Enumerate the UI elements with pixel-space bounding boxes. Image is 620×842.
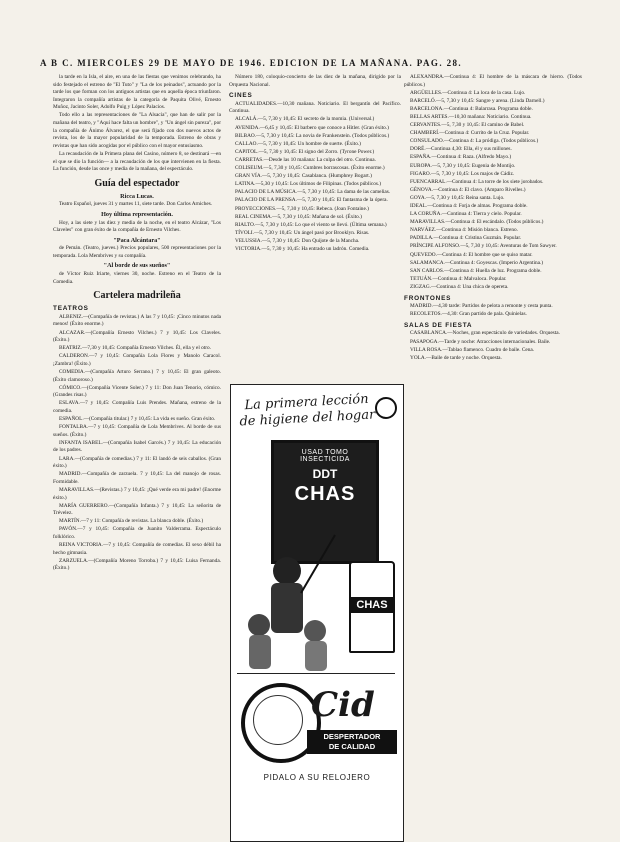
intro-paragraph: la tarde en la Isla, el aire, en una de las fiestas que venimos celebrando, ha sido festejado el estreno de "El Tuto" y "La de los peinados", actuando por la tarde los que forman con los antiguos artistas que en aquella época triunfaron. Integraron la compañía artistas de la categoría de Paquita Olivé, Ernesto Muñoz, Jacinto Soler, Adolfo Puig y López Palacios. [53, 74, 221, 111]
board-text: DDT [312, 467, 338, 481]
listing-entry: ESLAVA.—7 y 10,45: Compañía Luis Prendes. Mañana, estreno de la comedia. [53, 400, 221, 414]
listing-entry: BELLAS ARTES.—10,30 mañana: Noticiario. Continua. [410, 113, 532, 120]
clock-face-icon [253, 695, 303, 745]
listing-entry: TÍVOLI.—5, 7,30 y 10,45: Un ángel pasó por Brooklyn. Risas. [235, 229, 370, 236]
board-text: CHAS [294, 483, 356, 505]
listing-entry: ALCALÁ.—5, 7,30 y 10,45: El secreto de la momia. (Universal.) [235, 116, 375, 123]
listing-entry: BARCELÓ.—5, 7,30 y 10,45: Sangre y arena. (Linda Darnell.) [410, 97, 545, 104]
listing-entry: ZIGZAG.—Continua 4: Una chica de opereta. [410, 283, 509, 290]
guide-paragraph: Hoy, a las siete y las diez y media de la noche, en el teatro Alcázar, "Los Claveles" con gran éxito de la compañía de Ernesto Vilches. [53, 219, 221, 234]
can-label: CHAS [351, 597, 393, 613]
column-left [53, 74, 221, 834]
listing-entry: PADILLA.—Continua 4: Cristina Guzmán. Popular. [410, 235, 522, 242]
listing-entry: SAN CARLOS.—Continua 4: Huella de luz. Programa doble. [410, 267, 542, 274]
cartelera-heading: Cartelera madrileña [93, 290, 181, 302]
advertisement [230, 384, 404, 842]
listing-entry: BEATRIZ.—7,30 y 10,45: Compañía Ernesto Vilches. Él, ella y el otro. [59, 345, 211, 352]
listing-entry: CALLAO.—5, 7,30 y 10,45: Un hombre de suerte. (Éxito.) [235, 140, 361, 147]
listing-entry: LATINA.—5,30 y 10,45: Los últimos de Filipinas. (Todos públicos.) [235, 181, 382, 188]
column-right [404, 74, 582, 834]
listing-entry: CÓMICO.—(Compañía Vicente Soler.) 7 y 11: Don Juan Tenorio, cómico. (Grandes risas.) [53, 384, 221, 399]
frontones-section-label: FRONTONES [404, 294, 452, 302]
listing-entry: FONTALBA.—7 y 10,45: Compañía de Lola Membrives. Al borde de sus sueños. (Éxito.) [53, 424, 221, 438]
listing-entry: ARGÜELLES.—Continua 4: La loca de la casa. Lujo. [410, 89, 526, 96]
listing-entry: CARRETAS.—Desde las 10 mañana: La culpa del otro. Continua. [235, 156, 376, 163]
listing-entry: RIALTO.—5, 7,30 y 10,45: Lo que el viento se llevó. (Última semana.) [235, 221, 387, 228]
brand-tagline [307, 730, 397, 754]
tagline-line: DE CALIDAD [328, 742, 376, 751]
listing-entry: PROYECCIONES.—5, 7,30 y 10,45: Rebeca. (Joan Fontaine.) [235, 205, 369, 212]
listing-entry: CHAMBERÍ.—Continua 4: Currito de la Cruz. Popular. [410, 130, 530, 137]
salas-section-label: SALAS DE FIESTA [404, 321, 473, 329]
listing-entry: FIGARO.—5, 7,30 y 10,45: Los majos de Cádiz. [410, 170, 515, 177]
listing-entry: TETUÁN.—Continua 4: Malvaloca. Popular. [410, 275, 507, 282]
listing-entry: MARTÍN.—7 y 11: Compañía de revistas. La blanca doble. (Éxito.) [59, 518, 204, 525]
guide-paragraph: de Víctor Ruiz Iriarte, viernes 30, noche. Estreno en el Teatro de la Comedia. [53, 271, 221, 285]
listing-entry: FUENCARRAL.—Continua 4: La torre de los siete jorobados. [410, 178, 544, 185]
listing-entry: REAL CINEMA.—5, 7,30 y 10,45: Mañana de sol. (Éxito.) [235, 213, 362, 220]
intro-paragraph: La recaudación de la Primera plana del Casino, número 8, se destinará —en el que se dio la función— a la recaudación de los que intervienen en la fiesta. La función, desde las once y media de la mañana, del espectáculo. [53, 150, 221, 173]
listing-entry: EUROPA.—5, 7,30 y 10,45: Eugenia de Montijo. [410, 162, 516, 169]
listing-entry: CAPITOL.—5, 7,30 y 10,45: El signo del Zorro. (Tyrone Power.) [235, 148, 375, 155]
listing-entry: REINA VICTORIA.—7 y 10,45: Compañía de comedias. El sexo débil ha hecho gimnasia. [53, 542, 221, 556]
listing-entry: VICTORIA.—5, 7,30 y 10,45: Ha entrado un ladrón. Comedia. [235, 245, 370, 252]
listing-entry: ACTUALIDADES.—10,30 mañana. Noticiario. El bergantín del Pacífico. Continua. [229, 100, 401, 115]
board-text: USAD TOMO [301, 449, 349, 456]
guide-paragraph: de Pemán. (Teatro, jueves.) Precios populares, 500 representaciones por la temporada. Lola Membrives y su compañía. [53, 245, 221, 259]
guide-subheading: Ricca Lucas. [120, 192, 154, 200]
listing-entry: MARAVILLAS.—(Revistas.) 7 y 10,45: ¡Qué verde era mi padre! (Enorme éxito.) [53, 486, 221, 501]
listing-entry: ESPAÑA.—Continua 4: Raza. (Alfredo Mayo.) [410, 154, 512, 161]
listing-entry: CERVANTES.—5, 7,30 y 10,45: El camino de Babel. [410, 122, 525, 129]
listing-entry: GRAN VÍA.—5, 7,30 y 10,45: Casablanca. (Humphrey Bogart.) [235, 173, 372, 180]
listing-entry: CASABLANCA.—Noches, gran espectáculo de variedades. Orquesta. [410, 330, 560, 337]
listing-entry: BARCELONA.—Continua 4: Balarrasa. Programa doble. [410, 105, 533, 112]
page-header: A B C. MIERCOLES 29 DE MAYO DE 1946. EDICION DE LA MAÑANA. PAG. 28. [40, 58, 463, 68]
insecticide-can [349, 561, 395, 653]
listing-entry: PASAPOGA.—Tarde y noche: Atracciones internacionales. Baile. [410, 338, 551, 345]
listing-entry: BILBAO.—5, 7,30 y 10,45: La novia de Frankenstein. (Todos públicos.) [235, 132, 390, 139]
listing-entry: LA CORUÑA.—Continua 4: Tierra y cielo. Popular. [410, 211, 522, 218]
listing-entry: PALACIO DE LA MÚSICA.—5, 7,30 y 10,45: La dama de las camelias. [235, 189, 391, 196]
guide-paragraph: Teatro Español, jueves 31 y martes 11, siete tarde. Don Carlos Arniches. [59, 201, 213, 208]
brand-logo: Cid [311, 685, 375, 725]
listing-entry: YOLA.—Baile de tarde y noche. Orquesta. [410, 354, 502, 361]
listing-entry: MARAVILLAS.—Continua 4: El escándalo. (Todos públicos.) [410, 219, 544, 226]
ad-slogan-line: La primera lección [244, 391, 369, 414]
listing-entry: VILLA ROSA.—Tablao flamenco. Cuadro de baile. Cena. [410, 346, 535, 353]
listing-entry: NARVÁEZ.—Continua 4: Misión blanca. Estreno. [410, 227, 519, 234]
listing-entry: MADRID.—4,30 tarde: Partidos de pelota a remonte y cesta punta. [410, 303, 553, 310]
listing-entry: CONSULADO.—Continua 4: La pródiga. (Todos públicos.) [410, 138, 539, 145]
listing-entry: VELUSSIA.—5, 7,30 y 10,45: Don Quijote de la Mancha. [235, 237, 360, 244]
ad-slogan-line: de higiene del hogar [239, 407, 376, 430]
listing-entry: PALACIO DE LA PRENSA.—5, 7,30 y 10,45: El fantasma de la ópera. [235, 197, 388, 204]
teatros-section-label: TEATROS [53, 305, 89, 313]
listing-entry: CALDERON.—7 y 10,45: Compañía Lola Flores y Manolo Caracol. ¡Zambra! (Éxito.) [53, 353, 221, 367]
intro-paragraph: Todo ello a las representaciones de "La Alsacia", que han de salir por la mañana del teatro, y "Aquí hace falta un hombre", y "Un ángel sin pureza", por la compañía de Ánimo Álvarez, el que será fijado con dos nuevos actos de revista, los de la mayor popularidad de la temporada. Estreno de obras y revistas que han sido acogidas por el público con el mayor entusiasmo. [53, 112, 221, 149]
listing-entry: INFANTA ISABEL.—(Compañía Isabel Garcés.) 7 y 10,45: La educación de los padres. [53, 439, 221, 454]
guide-subheading: "Al borde de sus sueños" [103, 262, 171, 270]
listing-entry: COLISEUM.—5, 7,30 y 10,45: Cumbres borrascosas. (Éxito enorme.) [235, 165, 385, 172]
listing-entry: PAVÓN.—7 y 10,45: Compañía de Juanito Valderrama. Espectáculo folklórico. [53, 526, 221, 540]
listing-entry: LARA.—(Compañía de comedias.) 7 y 11: El landó de seis caballos. (Gran éxito.) [53, 455, 221, 470]
board-text: INSECTICIDA [300, 456, 350, 463]
listing-entry: ALBENIZ.—(Compañía de revistas.) A las 7 y 10,45: ¡Cinco minutos nada menos! (Éxito enorme.) [53, 313, 221, 328]
listing-entry: ZARZUELA.—(Compañía Moreno Torroba.) 7 y 10,45: Luisa Fernanda. (Éxito.) [53, 557, 221, 572]
listing-entry: AVENIDA.—6,45 y 10,45: El barbero que conoce a Hitler. (Gran éxito.) [235, 124, 389, 131]
cines-section-label: CINES [229, 92, 253, 100]
column-middle [229, 74, 401, 374]
listing-entry: DORÉ.—Continua 4,30: Ella, él y sus millones. [410, 146, 512, 153]
listing-entry: GÉNOVA.—Continua 4: El clavo. (Amparo Rivelles.) [410, 186, 526, 193]
listing-entry: MADRID.—Compañía de zarzuela. 7 y 10,45: La del manojo de rosas. Formidable. [53, 471, 221, 485]
tagline-line: DESPERTADOR [323, 732, 381, 741]
guide-heading: Guía del espectador [94, 177, 180, 189]
listing-entry: ALEXANDRA.—Continua 4: El hombre de la máscara de hierro. (Todos públicos.) [404, 74, 582, 88]
ad-footer: PIDALO A SU RELOJERO [263, 773, 371, 782]
guide-subheading: Hoy última representación. [101, 210, 173, 218]
listing-entry: SALAMANCA.—Continua 4: Goyescas. (Imperio Argentina.) [410, 259, 544, 266]
listing-entry: MARÍA GUERRERO.—(Compañía Infanta.) 7 y 10,45: La señorita de Trévelez. [53, 502, 221, 517]
listing-entry: PRÍNCIPE ALFONSO.—5, 7,30 y 10,45: Aventuras de Tom Sawyer. [410, 243, 557, 250]
listing-entry: ALCAZAR.—(Compañía Ernesto Vilches.) 7 y 10,45: Los Claveles. (Éxito.) [53, 329, 221, 344]
divider [237, 673, 395, 674]
listing-entry: RECOLETOS.—4,30: Gran partido de pala. Quinielas. [410, 311, 527, 318]
listing-entry: ESPAÑOL.—(Compañía titular.) 7 y 10,45: La vida es sueño. Gran éxito. [59, 416, 216, 423]
listing-entry: GOYA.—5, 7,30 y 10,45: Reina santa. Lujo. [410, 194, 505, 201]
guide-subheading: "Paca Alcántara" [113, 236, 161, 244]
intro-paragraph: Número 180, coloquio-concierto de las diez de la mañana, dirigido por la Orquesta Nacional. [229, 74, 401, 88]
listing-entry: COMEDIA.—(Compañía Arturo Serrano.) 7 y 10,45: El gran galeoto. (Éxito clamoroso.) [53, 369, 221, 383]
listing-entry: IDEAL.—Continua 4: Forja de almas. Programa doble. [410, 203, 528, 209]
listing-entry: QUEVEDO.—Continua 4: El hombre que se quiso matar. [410, 251, 533, 258]
